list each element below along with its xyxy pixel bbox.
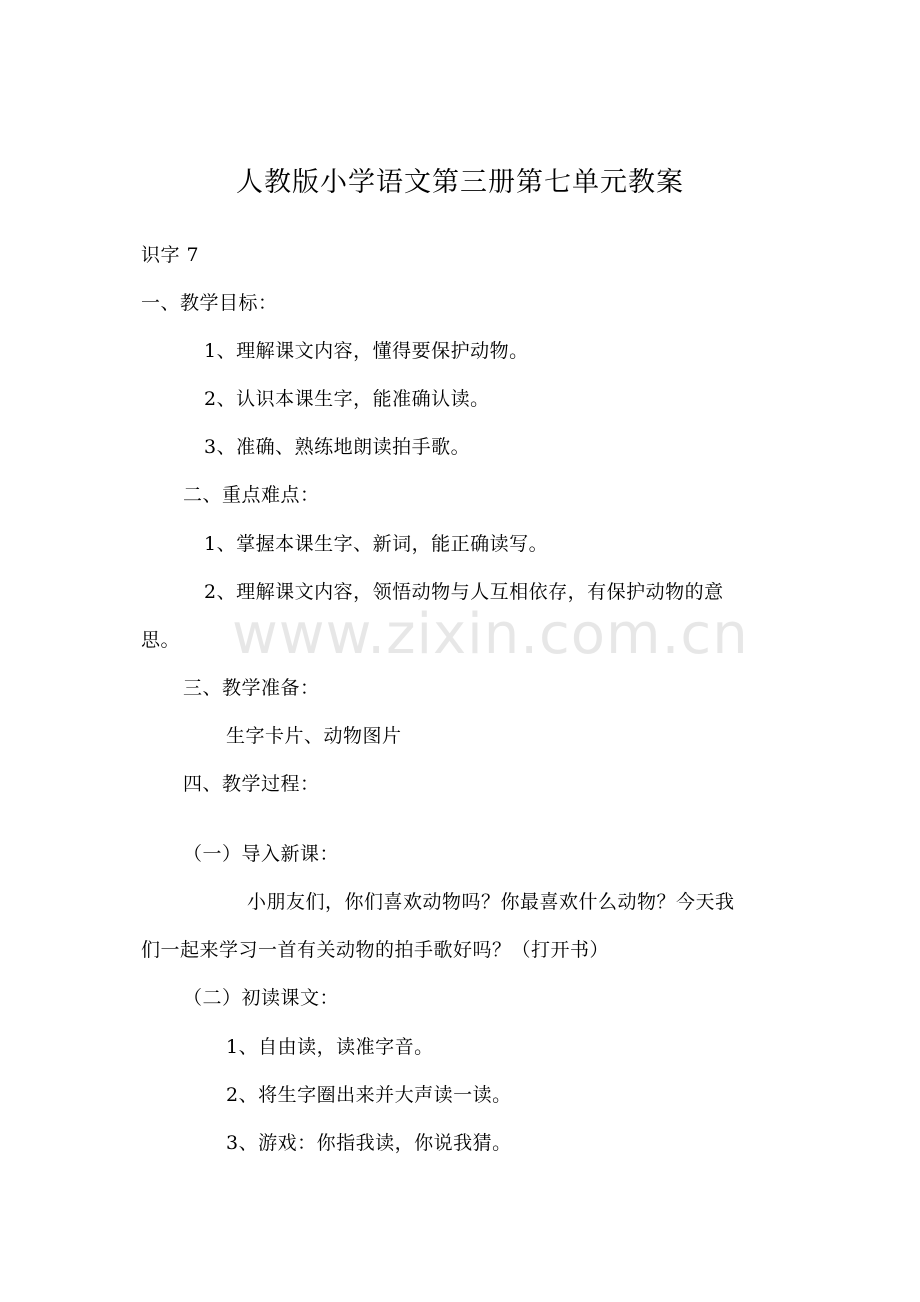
watermark: www.zixin.com.cn: [232, 602, 749, 667]
process-part-heading: （一）导入新课：: [183, 843, 340, 865]
objective-item: 1、理解课文内容，懂得要保护动物。: [204, 340, 529, 362]
document-title: 人教版小学语文第三册第七单元教案: [236, 167, 684, 198]
process-step-item: 1、自由读，读准字音。: [226, 1036, 434, 1058]
section-heading-objectives: 一、教学目标：: [141, 292, 278, 314]
objective-item: 2、认识本课生字，能准确认读。: [204, 388, 490, 410]
section-heading-key-points: 二、重点难点：: [183, 484, 320, 506]
preparation-content: 生字卡片、动物图片: [226, 725, 402, 747]
process-step-item: 2、将生字圈出来并大声读一读。: [226, 1084, 512, 1106]
process-paragraph-line: 小朋友们，你们喜欢动物吗？你最喜欢什么动物？今天我: [247, 891, 735, 913]
key-point-item: 2、理解课文内容，领悟动物与人互相依存，有保护动物的意: [204, 581, 724, 603]
process-step-item: 3、游戏：你指我读，你说我猜。: [226, 1132, 512, 1154]
objective-item: 3、准确、熟练地朗读拍手歌。: [204, 436, 471, 458]
key-point-item-continuation: 思。: [141, 629, 181, 651]
section-heading-preparation: 三、教学准备：: [183, 677, 320, 699]
key-point-item: 1、掌握本课生字、新词，能正确读写。: [204, 533, 549, 555]
section-heading-process: 四、教学过程：: [183, 773, 320, 795]
lesson-label: 识字 7: [141, 244, 200, 266]
process-part-heading: （二）初读课文：: [183, 987, 340, 1009]
process-paragraph-line: 们一起来学习一首有关动物的拍手歌好吗？（打开书）: [141, 939, 610, 961]
